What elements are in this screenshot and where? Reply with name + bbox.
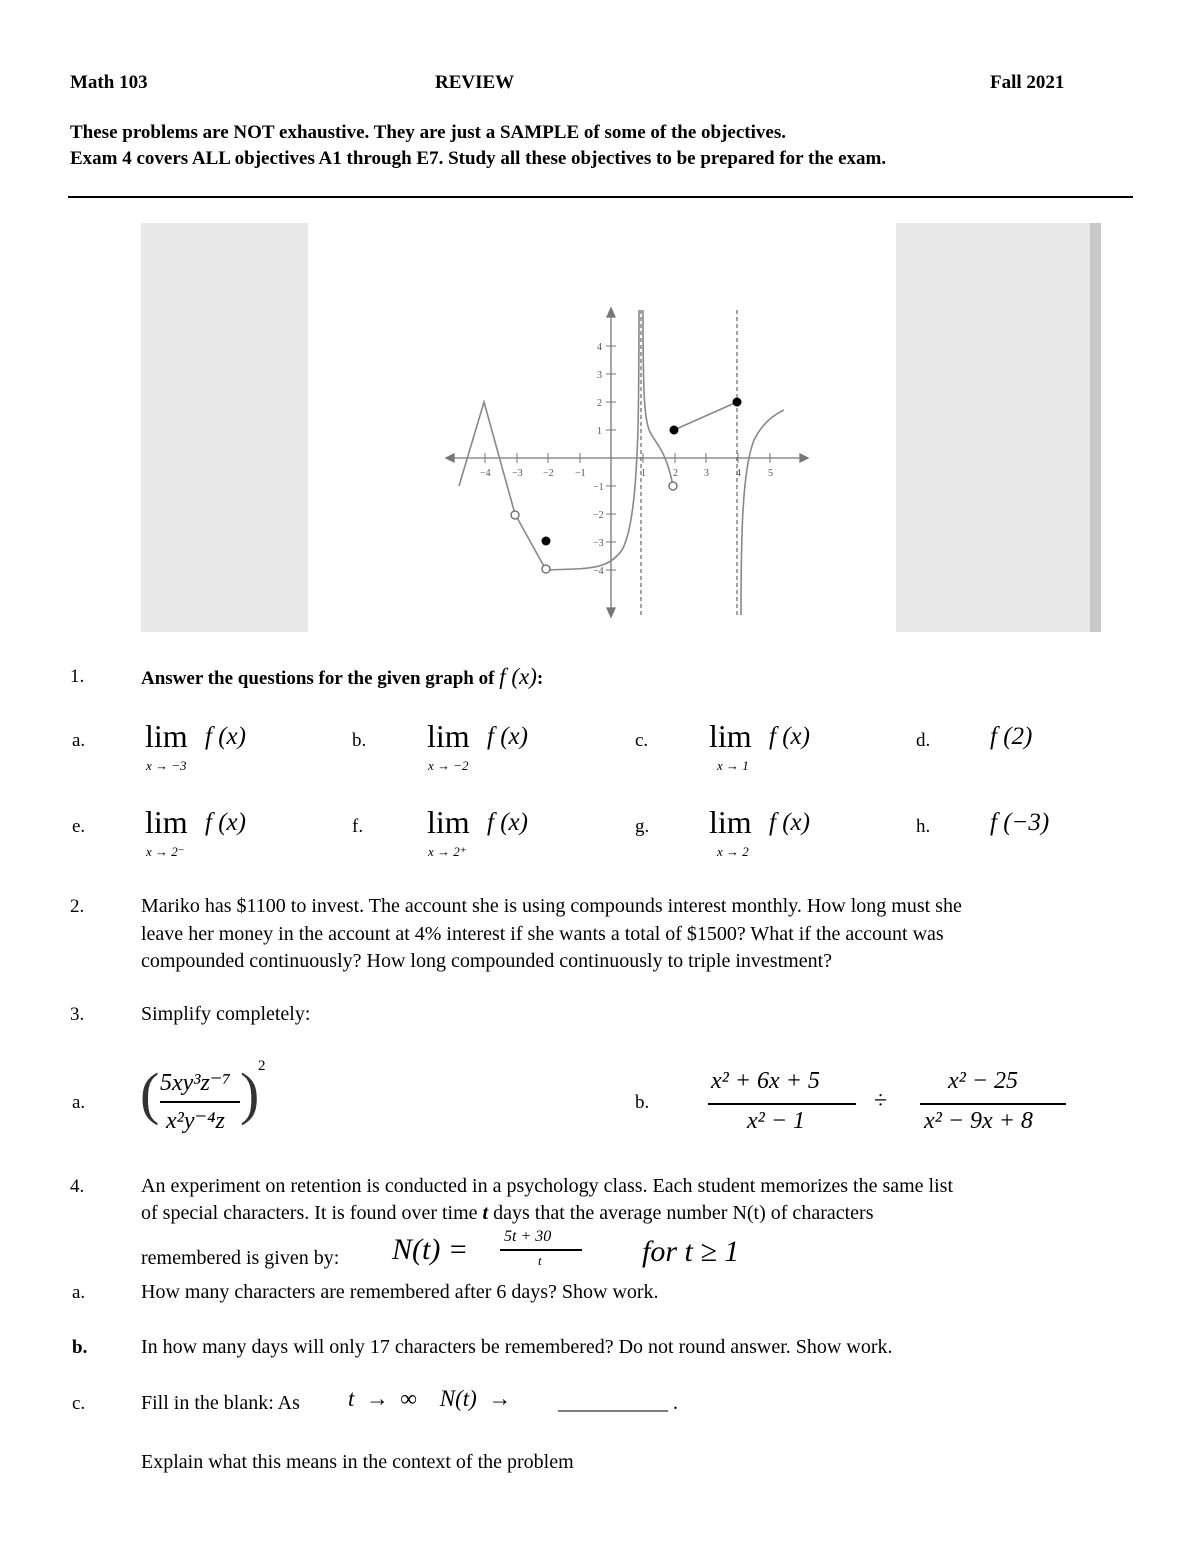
closed-point — [542, 537, 551, 546]
q1c-sub: x → 1 — [717, 758, 749, 773]
q4-line-2: of special characters. It is found over time t days that the average number N(t) of characters — [141, 1202, 874, 1224]
q1g-label: g. — [635, 816, 650, 837]
q1g-expr: f (x) — [769, 809, 810, 836]
q1b-lim: lim — [427, 718, 470, 754]
y-tick-label: −3 — [593, 538, 604, 549]
q3b-fraction-bar-2 — [920, 1103, 1066, 1105]
y-tick-label: 1 — [597, 426, 602, 437]
x-tick-label: 2 — [673, 468, 678, 479]
y-tick-label: 3 — [597, 370, 602, 381]
q1g-lim: lim — [709, 804, 752, 840]
y-axis — [607, 308, 615, 617]
q4a-text: How many characters are remembered after 6 days? Show work. — [141, 1281, 659, 1303]
q4-line-3: remembered is given by: — [141, 1247, 340, 1269]
y-tick-label: 4 — [597, 342, 602, 353]
curve-segment-to-minus2 — [515, 514, 546, 570]
q1-function: f (x) — [499, 664, 537, 689]
q1a-expr: f (x) — [205, 723, 246, 750]
document-title: REVIEW — [435, 72, 515, 93]
q3b-numerator-2: x² − 25 — [948, 1068, 1019, 1094]
q3a-exponent: 2 — [258, 1058, 266, 1074]
q1a-lim: lim — [145, 718, 188, 754]
open-point — [669, 482, 677, 490]
q4-formula-numerator: 5t + 30 — [504, 1228, 552, 1245]
term-label: Fall 2021 — [990, 72, 1065, 93]
q4b-label: b. — [72, 1337, 88, 1358]
q1e-sub: x → 2⁻ — [146, 844, 185, 859]
q1b-sub: x → −2 — [428, 758, 469, 773]
header-divider — [68, 196, 1133, 198]
q3b-label: b. — [635, 1092, 650, 1113]
x-tick-label: −4 — [480, 468, 491, 479]
q4-formula-bar — [500, 1249, 582, 1251]
q1e-lim: lim — [145, 804, 188, 840]
y-tick-label: 2 — [597, 398, 602, 409]
curve-bottom-to-asymptote — [546, 310, 639, 570]
q4-formula-condition: for t ≥ 1 — [642, 1235, 740, 1268]
q1f-lim: lim — [427, 804, 470, 840]
q3b-divide-sign: ÷ — [874, 1088, 888, 1114]
q3b-denominator-2: x² − 9x + 8 — [924, 1108, 1033, 1134]
closed-point — [733, 398, 742, 407]
q3a-numerator: 5xy³z⁻⁷ — [160, 1070, 231, 1096]
q4c-label: c. — [72, 1393, 86, 1414]
q2-line-1: Mariko has $1100 to invest. The account she is using compounds interest monthly. How long must she — [141, 895, 962, 917]
y-tick-label: −1 — [593, 482, 604, 493]
x-tick-label: −3 — [512, 468, 523, 479]
course-title: Math 103 — [70, 72, 148, 93]
x-tick-label: 3 — [704, 468, 709, 479]
q1e-expr: f (x) — [205, 809, 246, 836]
q1c-label: c. — [635, 730, 649, 751]
q2-number: 2. — [70, 896, 85, 917]
open-point — [542, 565, 550, 573]
q4-formula-denominator: t — [538, 1253, 542, 1268]
x-tick-label: −2 — [543, 468, 554, 479]
q1d-expr: f (2) — [990, 723, 1033, 750]
q1a-sub: x → −3 — [146, 758, 187, 773]
q1b-label: b. — [352, 730, 367, 751]
q1-number: 1. — [70, 666, 85, 687]
q4c-math: t → ∞ N(t) → — [348, 1386, 512, 1411]
q1f-label: f. — [352, 816, 364, 837]
segment-2-to-4 — [674, 402, 737, 430]
q1f-sub: x → 2⁺ — [428, 844, 467, 859]
x-tick-label: −1 — [575, 468, 586, 479]
intro-line-2: Exam 4 covers ALL objectives A1 through E7. Study all these objectives to be prepared for the exam. — [70, 148, 887, 169]
q1-text: Answer the questions for the given graph of f (x): — [141, 664, 544, 689]
q3a-denominator: x²y⁻⁴z — [166, 1108, 225, 1134]
right-gray-panel — [896, 223, 1090, 632]
q1c-expr: f (x) — [769, 723, 810, 750]
q1a-label: a. — [72, 730, 86, 751]
function-graph — [440, 300, 820, 625]
q3a-right-paren: ) — [240, 1061, 260, 1126]
q3-text: Simplify completely: — [141, 1003, 311, 1025]
x-tick-label: 5 — [768, 468, 773, 479]
y-tick-label: −4 — [593, 566, 604, 577]
curve-right-of-1 — [643, 310, 673, 486]
intro-line-1: These problems are NOT exhaustive. They are just a SAMPLE of some of the objectives. — [70, 122, 786, 143]
q2-line-2: leave her money in the account at 4% interest if she wants a total of $1500? What if the account was — [141, 923, 944, 945]
q1b-expr: f (x) — [487, 723, 528, 750]
x-tick-label: 1 — [641, 468, 646, 479]
q1g-sub: x → 2 — [717, 844, 749, 859]
q4b-text: In how many days will only 17 characters be remembered? Do not round answer. Show work. — [141, 1336, 893, 1358]
q4-line-1: An experiment on retention is conducted in a psychology class. Each student memorizes the same list — [141, 1175, 954, 1197]
q2-line-3: compounded continuously? How long compounded continuously to triple investment? — [141, 950, 833, 972]
q1d-label: d. — [916, 730, 931, 751]
left-gray-panel — [141, 223, 308, 632]
x-tick-label: 4 — [736, 468, 741, 479]
curve-right-of-4 — [741, 410, 784, 615]
q3b-fraction-bar-1 — [708, 1103, 856, 1105]
q1c-lim: lim — [709, 718, 752, 754]
q1e-label: e. — [72, 816, 86, 837]
q4c-text: Fill in the blank: As — [141, 1392, 300, 1414]
q3-number: 3. — [70, 1004, 85, 1025]
q4a-label: a. — [72, 1282, 86, 1303]
right-gray-panel-edge — [1090, 223, 1101, 632]
q3a-fraction-bar — [160, 1101, 240, 1103]
q4-formula-lhs: N(t) = — [392, 1233, 469, 1266]
q3b-denominator-1: x² − 1 — [747, 1108, 806, 1134]
q1h-expr: f (−3) — [990, 809, 1050, 836]
y-tick-label: −2 — [593, 510, 604, 521]
q3b-numerator-1: x² + 6x + 5 — [711, 1068, 820, 1094]
closed-point — [670, 426, 679, 435]
q4-number: 4. — [70, 1176, 85, 1197]
q1f-expr: f (x) — [487, 809, 528, 836]
q4c-blank: ___________ . — [558, 1392, 678, 1414]
q3a-label: a. — [72, 1092, 86, 1113]
q1h-label: h. — [916, 816, 931, 837]
open-point — [511, 511, 519, 519]
q4-explain: Explain what this means in the context of the problem — [141, 1451, 574, 1473]
q3a-left-paren: ( — [140, 1061, 160, 1126]
